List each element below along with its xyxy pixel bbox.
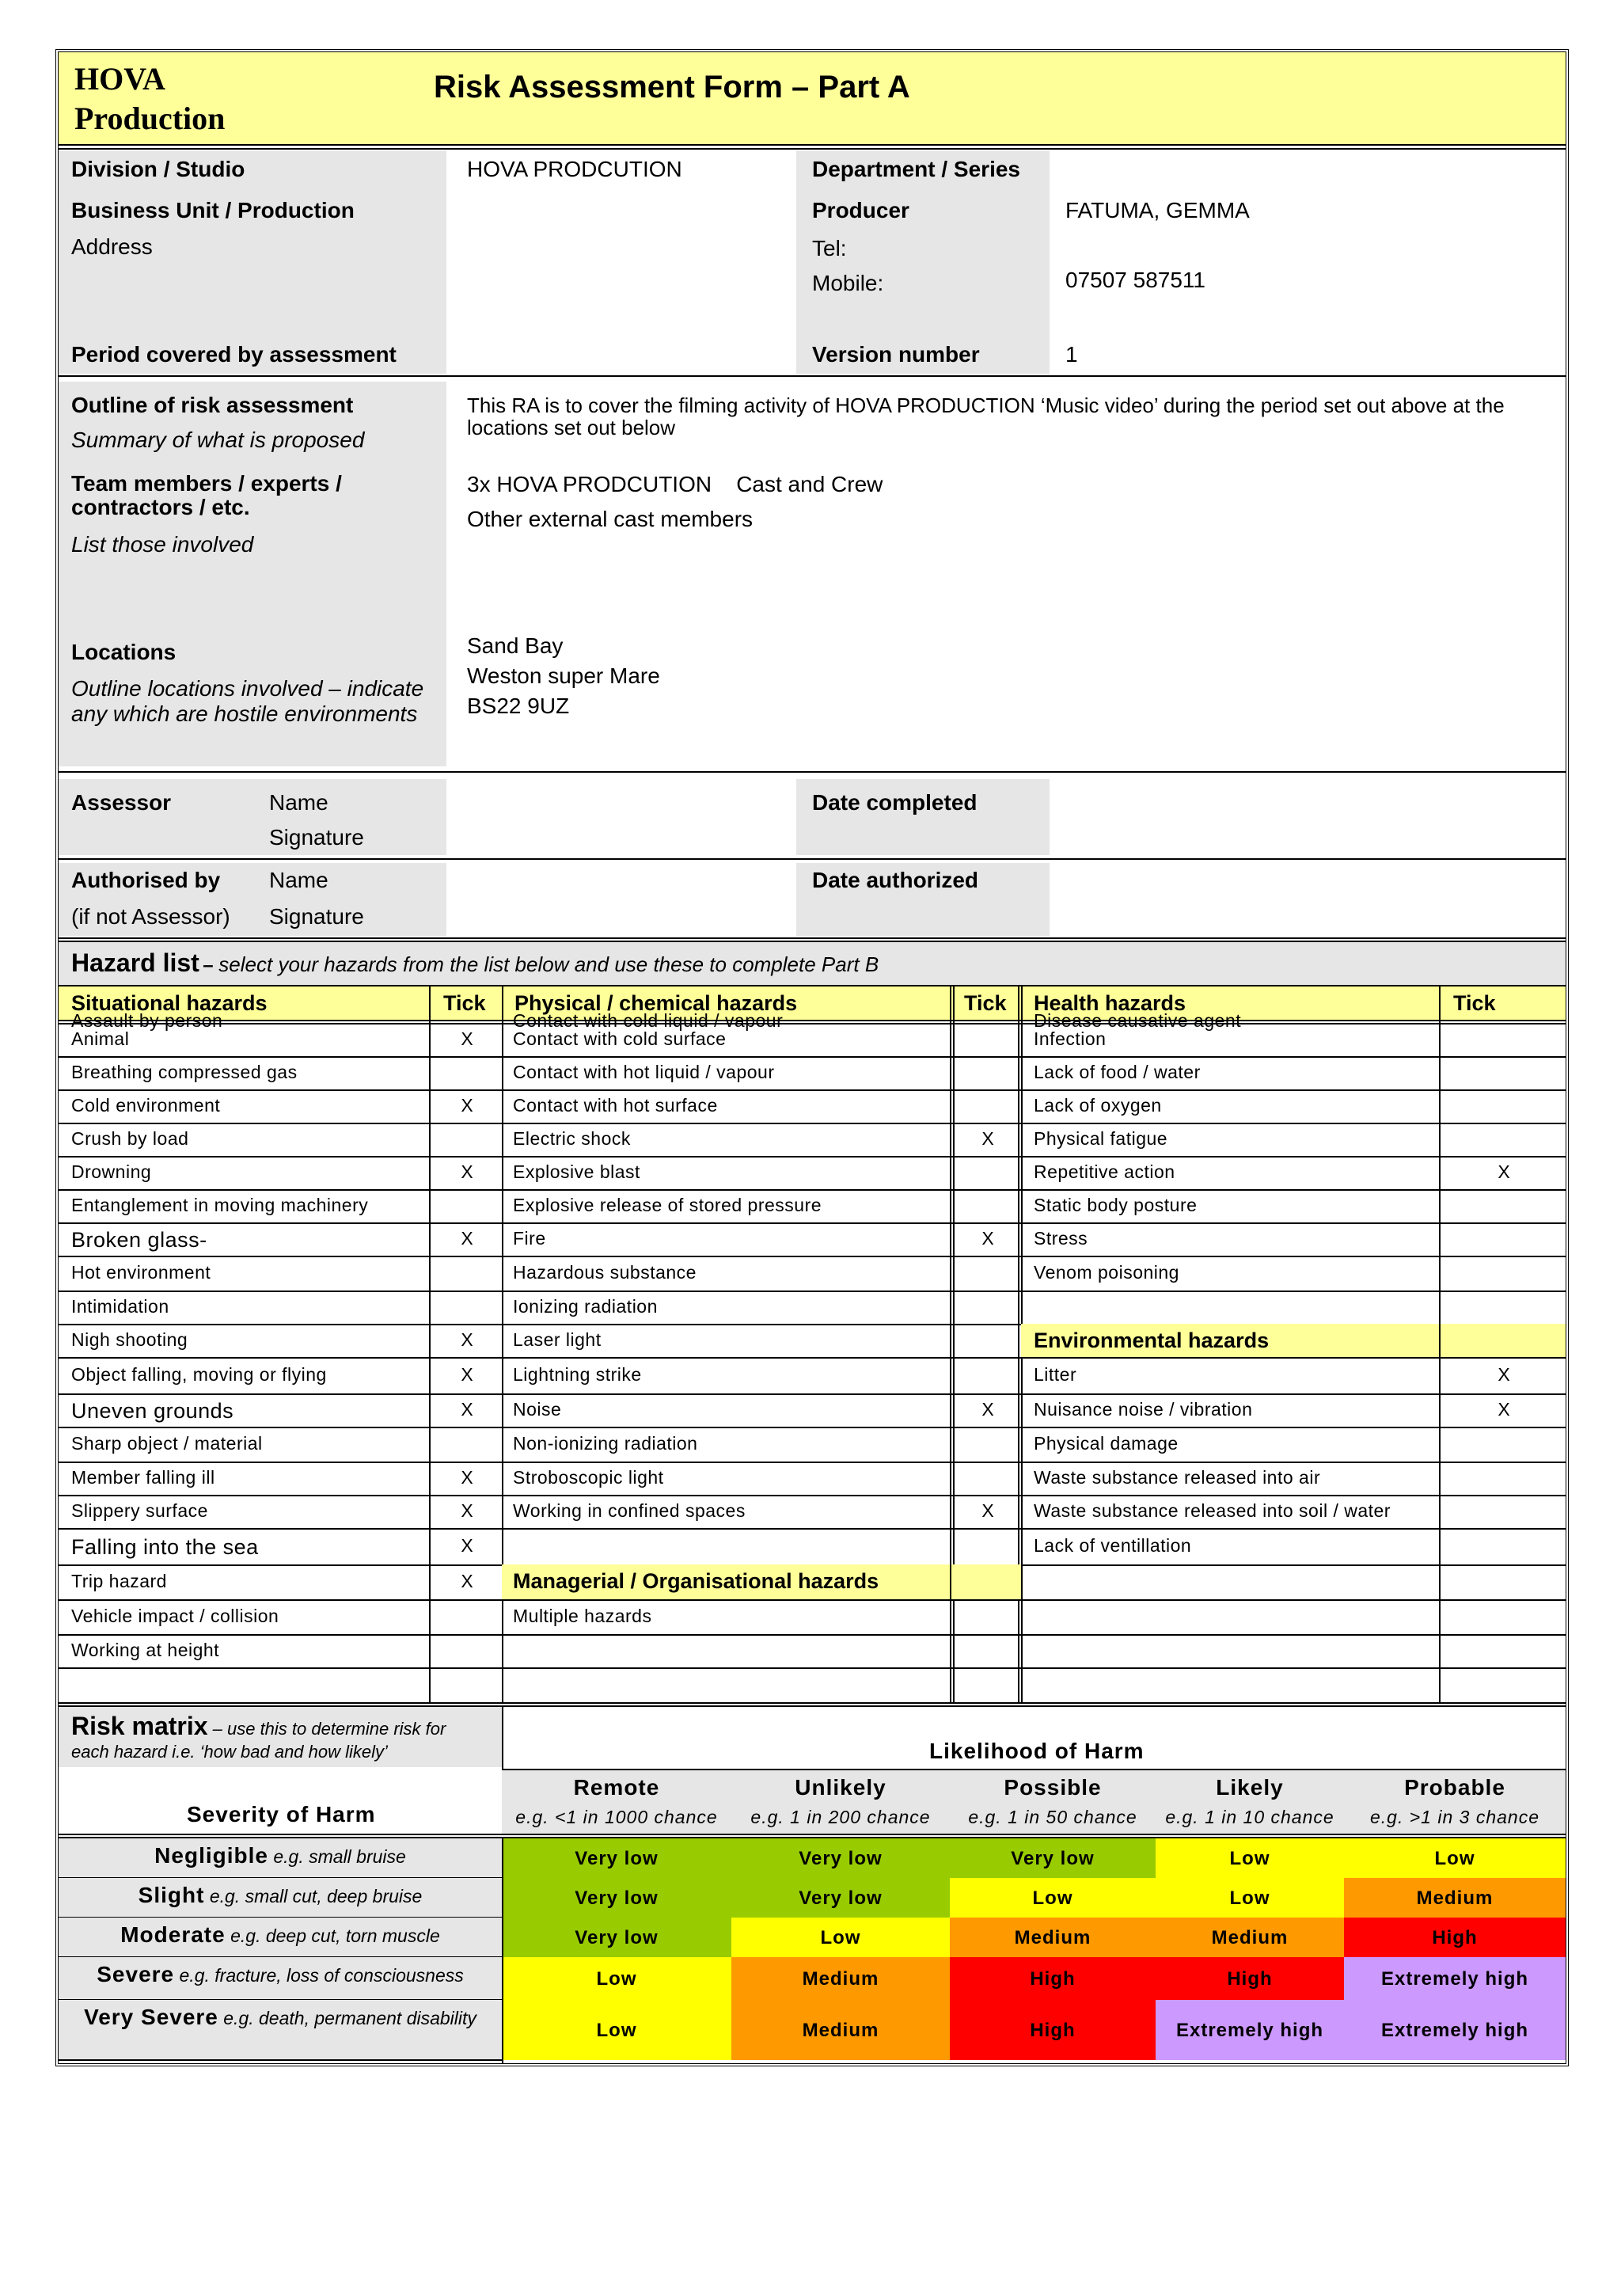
producer-label: Producer [812,198,909,222]
health-hazard-name: Disease causative agent [1034,1010,1242,1031]
risk-cell-label: Very low [799,1887,883,1909]
physical-hazard-name: Fire [513,1228,546,1249]
physical-hazard-tick: X [981,1128,994,1149]
physical-hazard-name: Stroboscopic light [513,1467,664,1488]
likelihood-name: Remote [573,1775,660,1800]
situational-hazard-name: Trip hazard [71,1571,167,1591]
health-hazard-name: Stress [1034,1228,1088,1249]
likelihood-example: e.g. <1 in 1000 chance [515,1807,718,1827]
matrix-subtitle-2: each hazard i.e. ‘how bad and how likely’ [71,1742,388,1762]
situational-hazard-name: Slippery surface [71,1500,208,1521]
risk-cell-label: Low [596,1968,637,1990]
environmental-hazard-name: Litter [1034,1364,1077,1385]
environmental-hazard-name: Waste substance released into air [1034,1467,1321,1488]
likelihood-example: e.g. 1 in 50 chance [968,1807,1137,1827]
severity-label: Severity of Harm [187,1802,376,1827]
hazard-row-divider [59,1599,1566,1601]
hazard-row-divider [59,1123,1566,1124]
risk-cell-label: Very low [799,1848,883,1869]
authorised-name-label: Name [269,868,328,892]
period-label: Period covered by assessment [71,342,397,367]
physical-hazard-name: Lightning strike [513,1364,642,1385]
risk-cell-label: Extremely high [1380,1968,1529,1990]
situational-hazard-name: Working at height [71,1640,220,1660]
health-hazard-name: Lack of oxygen [1034,1095,1162,1116]
mobile-label: Mobile: [812,271,884,295]
hazard-list-instructions: select your hazards from the list below and use these to complete Part B [218,952,879,976]
physical-header-label: Physical / chemical hazards [514,991,798,1015]
date-authorised-label: Date authorized [812,868,979,892]
matrix-title-text: Risk matrix [71,1712,208,1740]
hazard-row-divider [59,1020,1566,1021]
situational-tick-header-label: Tick [443,991,486,1015]
situational-hazard-tick: X [461,1535,473,1556]
health-hazard-tick: X [1498,1161,1510,1182]
location-line-2: Weston super Mare [467,663,660,688]
risk-cell-label: Very low [575,1927,659,1948]
location-line-1: Sand Bay [467,633,564,658]
situational-hazard-tick: X [461,1095,473,1116]
org-name-line1: HOVA [74,61,165,97]
hazard-row-divider [59,1256,1566,1257]
risk-cell-label: High [1030,2020,1076,2041]
matrix-divider [59,1834,1566,1835]
outline-label: Outline of risk assessment [71,393,354,417]
likelihood-label: Likelihood of Harm [929,1739,1145,1763]
matrix-title [71,1712,446,1741]
severity-row-label [59,1843,502,1868]
risk-cell-label: High [1432,1927,1478,1948]
physical-hazard-name: Contact with cold liquid / vapour [513,1010,784,1031]
environmental-hazard-name: Physical damage [1034,1433,1179,1454]
risk-cell-label: Low [1434,1848,1475,1869]
location-line-3: BS22 9UZ [467,694,570,718]
risk-cell-label: High [1227,1968,1273,1990]
health-hazard-name: Repetitive action [1034,1161,1175,1182]
severity-row-label [59,1883,502,1908]
health-tick-header-label: Tick [1453,991,1496,1015]
team-label: Team members / experts / contractors / etc. [71,471,342,519]
situational-hazard-name: Falling into the sea [71,1535,259,1559]
severity-example: e.g. death, permanent disability [218,2008,476,2028]
outline-sub: Summary of what is proposed [71,428,365,452]
risk-cell-label: Extremely high [1380,2020,1529,2041]
likelihood-example: e.g. 1 in 200 chance [750,1807,931,1827]
physical-hazard-name: Noise [513,1399,562,1420]
division-value: HOVA PRODCUTION [467,157,682,181]
date-completed-label: Date completed [812,790,978,815]
severity-example: e.g. deep cut, torn muscle [225,1925,440,1946]
hazard-row-divider [59,1462,1566,1463]
severity-example: e.g. small bruise [268,1846,406,1867]
team-value-1: 3x HOVA PRODCUTION Cast and Crew [467,472,883,496]
if-not-assessor-label: (if not Assessor) [71,904,230,929]
health-hazard-name: Lack of food / water [1034,1062,1201,1082]
hazard-row-divider [59,1291,1566,1292]
locations-label: Locations [71,640,177,664]
form-header [59,52,1566,146]
health-header-label: Health hazards [1034,991,1186,1015]
tel-label: Tel: [812,236,847,260]
situational-hazard-name: Crush by load [71,1128,189,1149]
situational-hazard-tick: X [461,1329,473,1350]
matrix-divider [502,1838,503,2063]
severity-row-label [59,1962,502,1987]
hazard-row-divider [59,1357,1566,1359]
hazard-row-divider [59,1393,1566,1395]
physical-hazard-name: Explosive release of stored pressure [513,1195,822,1215]
health-hazard-name: Venom poisoning [1034,1262,1179,1283]
version-label: Version number [812,342,980,367]
mobile-value: 07507 587511 [1065,268,1205,292]
physical-hazard-name: Electric shock [513,1128,631,1149]
severity-name: Moderate [120,1922,226,1947]
hazard-row-divider [59,1023,1566,1024]
matrix-divider [59,2059,502,2061]
locations-sub: Outline locations involved – indicate any which are hostile environments [71,676,424,726]
risk-cell-label: Medium [802,2020,879,2041]
hazard-row-divider [59,1495,1566,1496]
physical-hazard-tick: X [981,1500,994,1521]
risk-cell-label: Low [1032,1887,1073,1909]
situational-hazard-tick: X [461,1364,473,1385]
hazard-col-divider [429,986,431,1702]
health-hazard-name: Physical fatigue [1034,1128,1168,1149]
situational-hazard-name: Uneven grounds [71,1399,234,1423]
health-hazard-name: Infection [1034,1028,1107,1049]
severity-row-label [59,2005,502,2030]
situational-hazard-name: Intimidation [71,1296,169,1317]
physical-hazard-name: Laser light [513,1329,602,1350]
risk-cell-label: Medium [1211,1927,1289,1948]
risk-cell-label: Low [596,2020,637,2041]
situational-hazard-name: Member falling ill [71,1467,215,1488]
environmental-hazard-tick: X [1498,1399,1510,1420]
risk-assessment-form [55,49,1569,2066]
hazard-row-divider [59,1528,1566,1530]
environmental-hazard-name: Nuisance noise / vibration [1034,1399,1253,1420]
severity-name: Severe [97,1962,175,1986]
situational-hazard-tick: X [461,1399,473,1420]
situational-hazard-name: Nigh shooting [71,1329,188,1350]
assessor-label: Assessor [71,790,172,815]
situational-hazard-name: Cold environment [71,1095,221,1116]
team-value-2: Other external cast members [467,507,754,531]
hazard-row-divider [59,1089,1566,1091]
likelihood-name: Possible [1004,1775,1102,1800]
severity-example: e.g. fracture, loss of consciousness [174,1965,464,1986]
health-hazard-name: Static body posture [1034,1195,1198,1215]
environmental-hazard-name: Waste substance released into soil / water [1034,1500,1391,1521]
likelihood-name: Probable [1404,1775,1505,1800]
managerial-hazard-name: Multiple hazards [513,1606,652,1626]
physical-hazard-name: Working in confined spaces [513,1500,746,1521]
hazard-row-divider [59,1667,1566,1669]
risk-cell-label: Extremely high [1175,2020,1324,2041]
situational-hazard-name: Vehicle impact / collision [71,1606,279,1626]
hazard-col-divider [1439,1324,1441,1357]
situational-hazard-name: Broken glass- [71,1228,207,1252]
risk-cell-label: Medium [1014,1927,1091,1948]
severity-name: Slight [138,1883,205,1907]
risk-cell-label: Medium [802,1968,879,1990]
situational-hazard-name: Object falling, moving or flying [71,1364,327,1385]
managerial-header-label: Managerial / Organisational hazards [513,1569,879,1593]
hazard-list-heading: Hazard list – select your hazards from the list below and use these to complete Part B [71,948,879,977]
outline-value: This RA is to cover the filming activity of HOVA PRODUCTION ‘Music video’ during the period set out above at the locations set out below [467,393,1505,439]
physical-hazard-name: Contact with hot surface [513,1095,718,1116]
environmental-hazard-name: Lack of ventillation [1034,1535,1192,1556]
risk-cell-label: Low [1229,1848,1270,1869]
matrix-subtitle: – use this to determine risk for [207,1719,446,1739]
situational-header-label: Situational hazards [71,991,268,1015]
hazard-row-divider [59,1189,1566,1191]
hazard-col-divider [950,1564,951,1599]
risk-cell-label: Low [1229,1887,1270,1909]
page-title: Risk Assessment Form – Part A [434,70,910,105]
hazard-row-divider [59,1634,1566,1636]
physical-hazard-tick: X [981,1399,994,1420]
risk-cell-label: Very low [575,1848,659,1869]
situational-hazard-name: Entanglement in moving machinery [71,1195,369,1215]
hazard-row-divider [59,1222,1566,1224]
hazard-row-divider [59,1427,1566,1428]
situational-hazard-tick: X [461,1161,473,1182]
severity-row-label [59,1922,502,1948]
physical-hazard-name: Ionizing radiation [513,1296,658,1317]
situational-hazard-tick: X [461,1571,473,1591]
authorised-label: Authorised by [71,868,221,892]
authorised-signature-label: Signature [269,904,364,929]
address-label: Address [71,234,153,259]
division-label: Division / Studio [71,157,245,181]
situational-hazard-tick: X [461,1467,473,1488]
risk-cell-label: Very low [1011,1848,1095,1869]
environmental-hazard-tick: X [1498,1364,1510,1385]
situational-hazard-name: Drowning [71,1161,152,1182]
likelihood-example: e.g. >1 in 3 chance [1369,1807,1539,1827]
physical-hazard-name: Hazardous substance [513,1262,697,1283]
department-label: Department / Series [812,157,1020,181]
likelihood-name: Unlikely [795,1775,886,1800]
hazard-row-divider [59,1702,1566,1704]
physical-tick-header-label: Tick [964,991,1007,1015]
assessor-signature-label: Signature [269,825,364,850]
physical-hazard-tick: X [981,1228,994,1249]
hazard-row-divider [59,1056,1566,1058]
hazard-list-title: Hazard list [71,948,199,977]
version-value: 1 [1065,342,1078,367]
situational-hazard-name: Sharp object / material [71,1433,263,1454]
producer-value: FATUMA, GEMMA [1065,198,1250,222]
risk-cell-label: Very low [575,1887,659,1909]
physical-hazard-name: Explosive blast [513,1161,640,1182]
severity-name: Very Severe [84,2005,218,2029]
org-name-line2: Production [74,101,226,136]
situational-hazard-name: Assault by person [71,1010,223,1031]
likelihood-name: Likely [1216,1775,1284,1800]
situational-hazard-name: Hot environment [71,1262,211,1283]
physical-hazard-name: Non-ionizing radiation [513,1433,698,1454]
situational-hazard-tick: X [461,1228,473,1249]
situational-hazard-tick: X [461,1028,473,1049]
physical-hazard-name: Contact with cold surface [513,1028,727,1049]
business-unit-label: Business Unit / Production [71,198,355,222]
team-sub: List those involved [71,532,254,557]
situational-hazard-name: Animal [71,1028,130,1049]
physical-hazard-name: Contact with hot liquid / vapour [513,1062,775,1082]
situational-hazard-tick: X [461,1500,473,1521]
matrix-divider [502,1707,503,1769]
environmental-header-label: Environmental hazards [1034,1329,1270,1352]
hazard-row-divider [59,1156,1566,1158]
risk-cell-label: Low [820,1927,861,1948]
situational-hazard-name: Breathing compressed gas [71,1062,298,1082]
risk-cell-label: High [1030,1968,1076,1990]
severity-name: Negligible [154,1843,268,1868]
assessor-name-label: Name [269,790,328,815]
severity-example: e.g. small cut, deep bruise [204,1886,423,1906]
risk-cell-label: Medium [1416,1887,1494,1909]
likelihood-example: e.g. 1 in 10 chance [1165,1807,1334,1827]
